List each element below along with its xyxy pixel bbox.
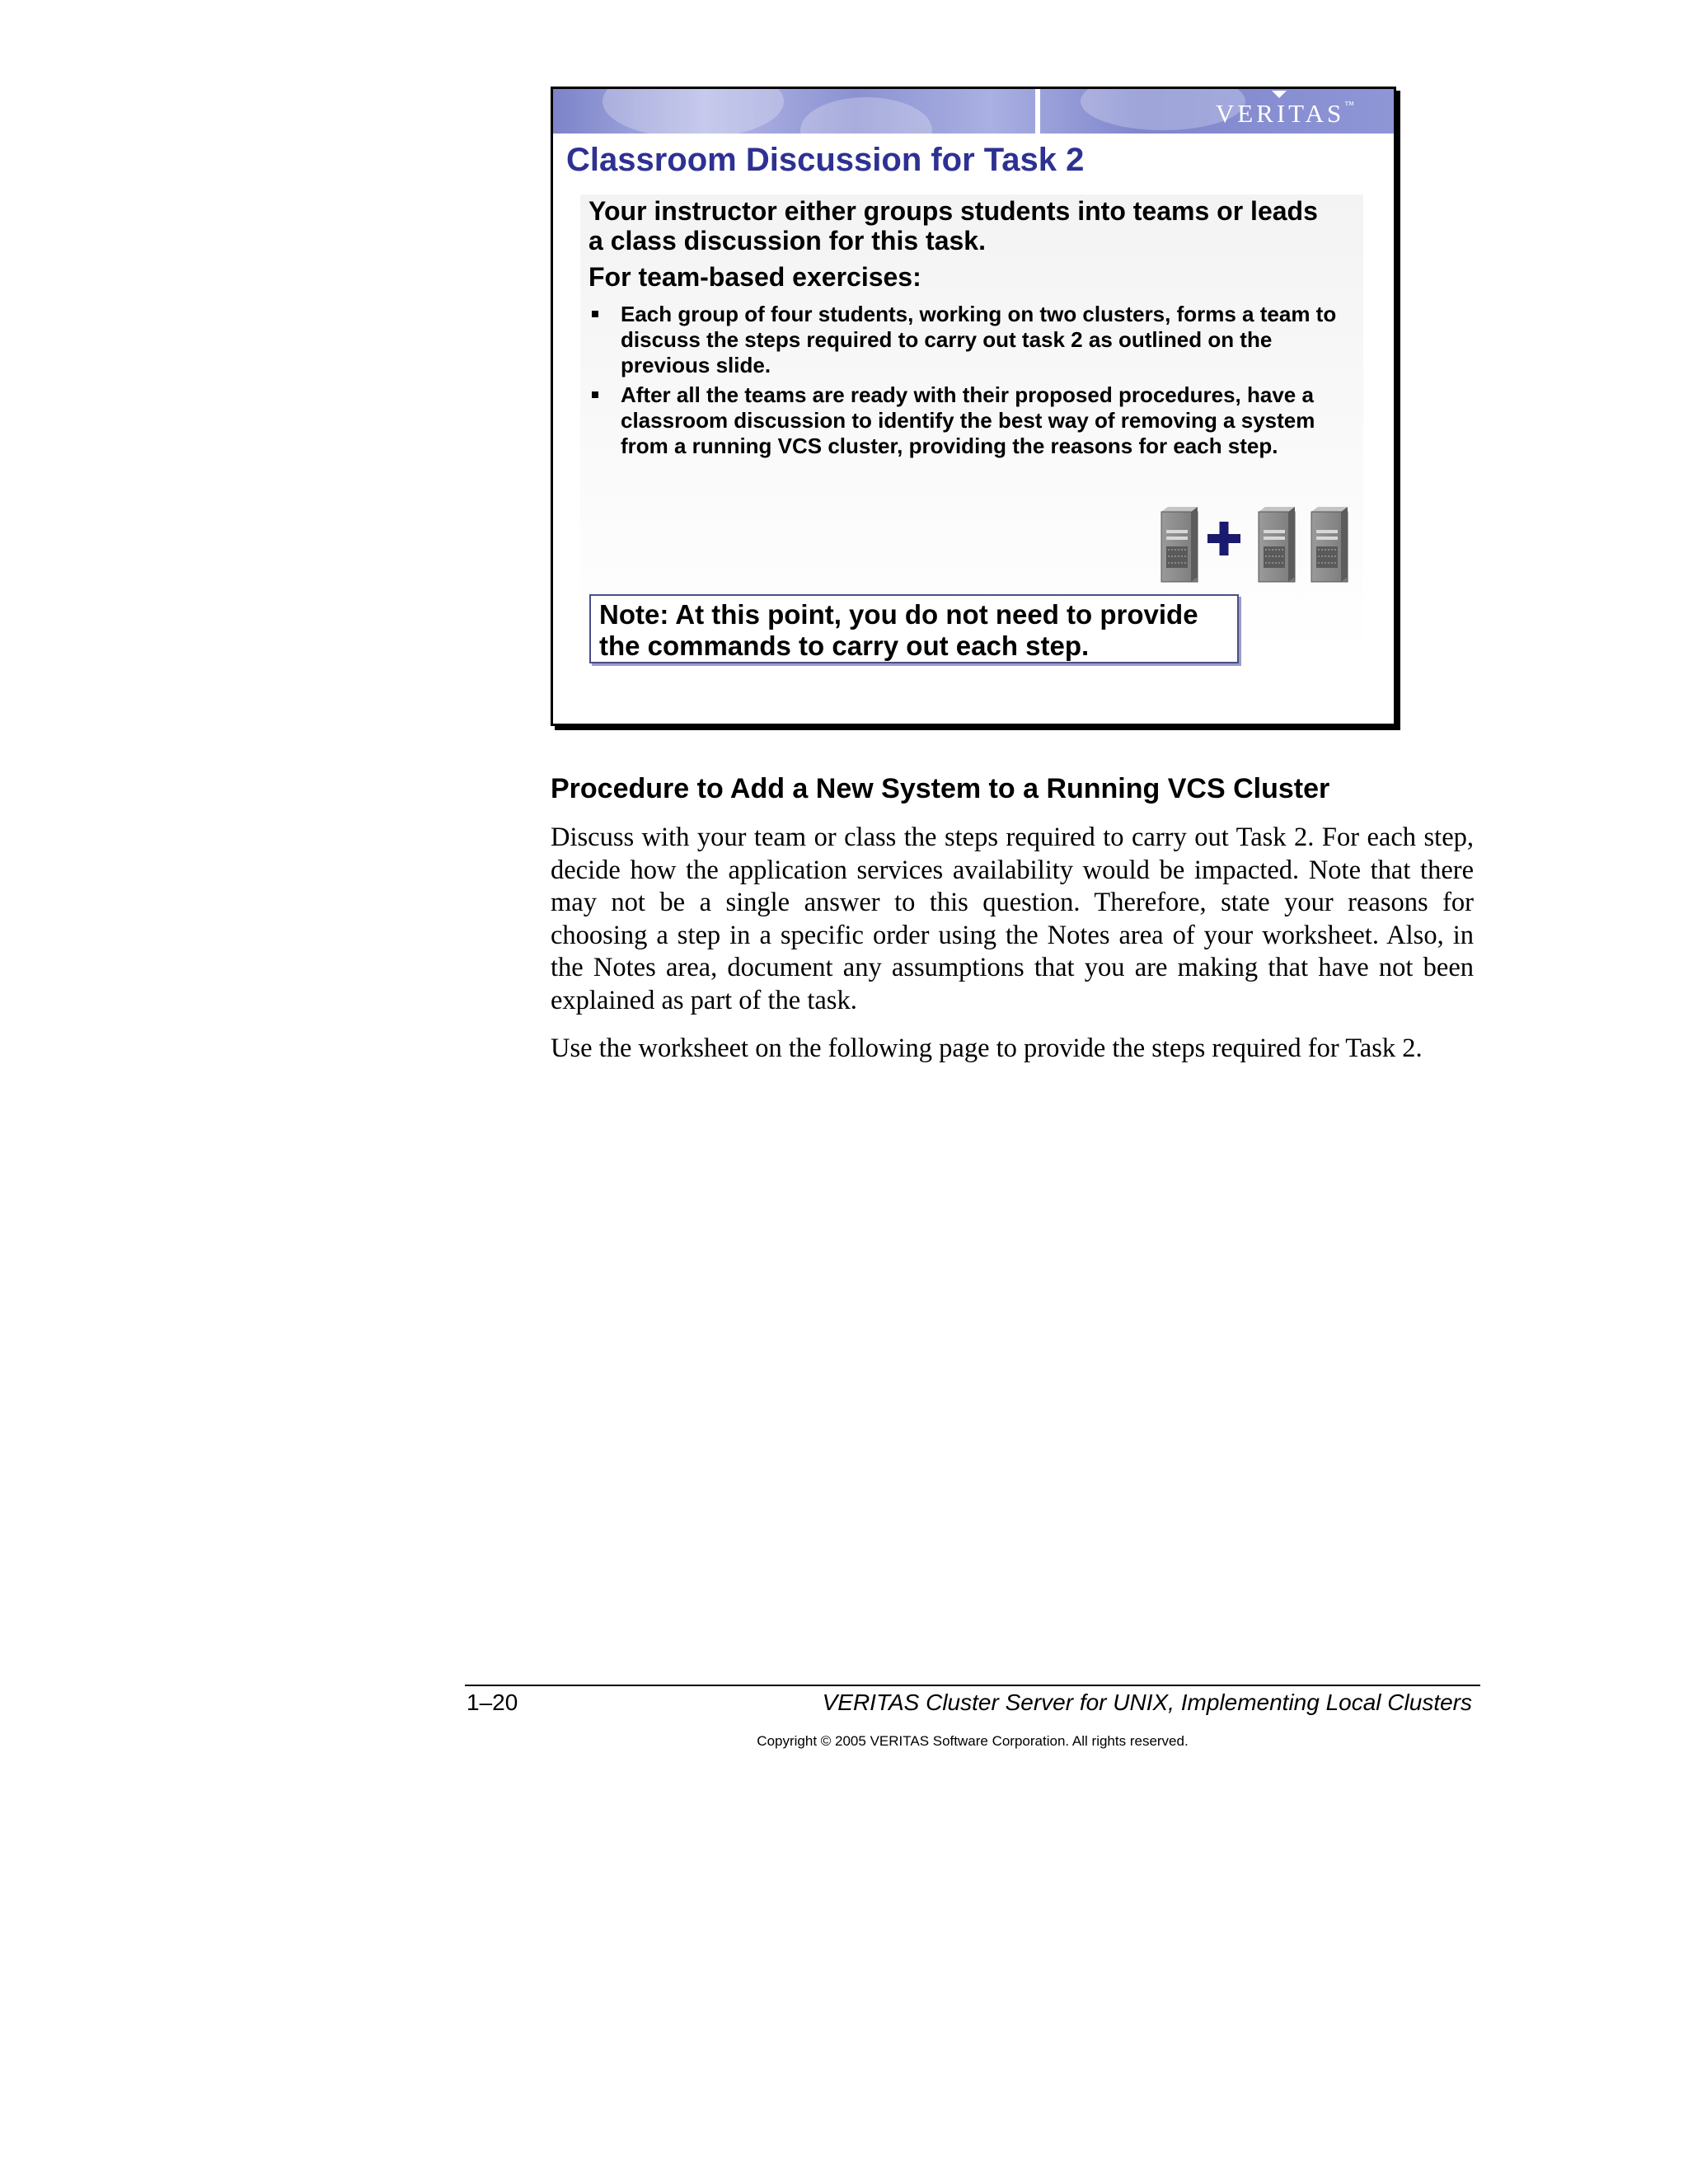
servers-plus-graphic bbox=[1155, 505, 1353, 583]
banner-decoration bbox=[603, 89, 784, 134]
section-heading: Procedure to Add a New System to a Running VCS Cluster bbox=[551, 773, 1330, 804]
footer-page-number: 1–20 bbox=[467, 1690, 518, 1715]
server-icon bbox=[1259, 507, 1295, 582]
slide-bullet-text: After all the teams are ready with their proposed procedures, have a classroom discussion to identify the best way of removing a system from a running VCS cluster, providing the reasons for each step. bbox=[621, 382, 1315, 458]
footer-copyright: Copyright © 2005 VERITAS Software Corporation. All rights reserved. bbox=[757, 1733, 1189, 1749]
slide-frame bbox=[551, 87, 1396, 726]
note-box bbox=[589, 594, 1239, 663]
footer-book-title: VERITAS Cluster Server for UNIX, Implementing Local Clusters bbox=[822, 1690, 1472, 1715]
server-icon bbox=[1161, 507, 1198, 582]
slide-bullet-item bbox=[588, 382, 1363, 459]
body-paragraph: Discuss with your team or class the steps required to carry out Task 2. For each step, decide how the application services availability would be impacted. Note that there may not be a single answer to this question. Therefore, state your reasons for choosing a step in a specific order using the Notes area of your worksheet. Also, in the Notes area, document any assumptions that you are making that have not been explained as part of the task. bbox=[551, 823, 1474, 1015]
footer-divider bbox=[465, 1685, 1480, 1686]
server-icon bbox=[1311, 507, 1348, 582]
plus-icon bbox=[1207, 522, 1240, 555]
slide-bullet-item bbox=[588, 302, 1363, 378]
body-paragraph: Use the worksheet on the following page to provide the steps required for Task 2. bbox=[551, 1033, 1423, 1063]
slide-title: Classroom Discussion for Task 2 bbox=[566, 142, 1085, 178]
logo-text: VERITAS bbox=[1215, 99, 1345, 128]
slide-banner bbox=[553, 89, 1394, 134]
slide-intro-text: Your instructor either groups students into teams or leads a class discussion for this task. bbox=[588, 196, 1318, 255]
note-text: Note: At this point, you do not need to provide the commands to carry out each step. bbox=[599, 599, 1198, 661]
bullet-square-icon bbox=[592, 391, 598, 398]
logo-mark-icon bbox=[1272, 91, 1287, 98]
banner-decoration bbox=[800, 97, 932, 134]
slide-bullet-text: Each group of four students, working on two clusters, forms a team to discuss the steps required to carry out task 2 as outlined on the previous slide. bbox=[621, 302, 1337, 377]
slide-subheading: For team-based exercises: bbox=[588, 262, 921, 292]
bullet-square-icon bbox=[592, 311, 598, 317]
veritas-logo: VERITAS™ bbox=[1216, 99, 1354, 129]
banner-divider bbox=[1035, 89, 1040, 134]
